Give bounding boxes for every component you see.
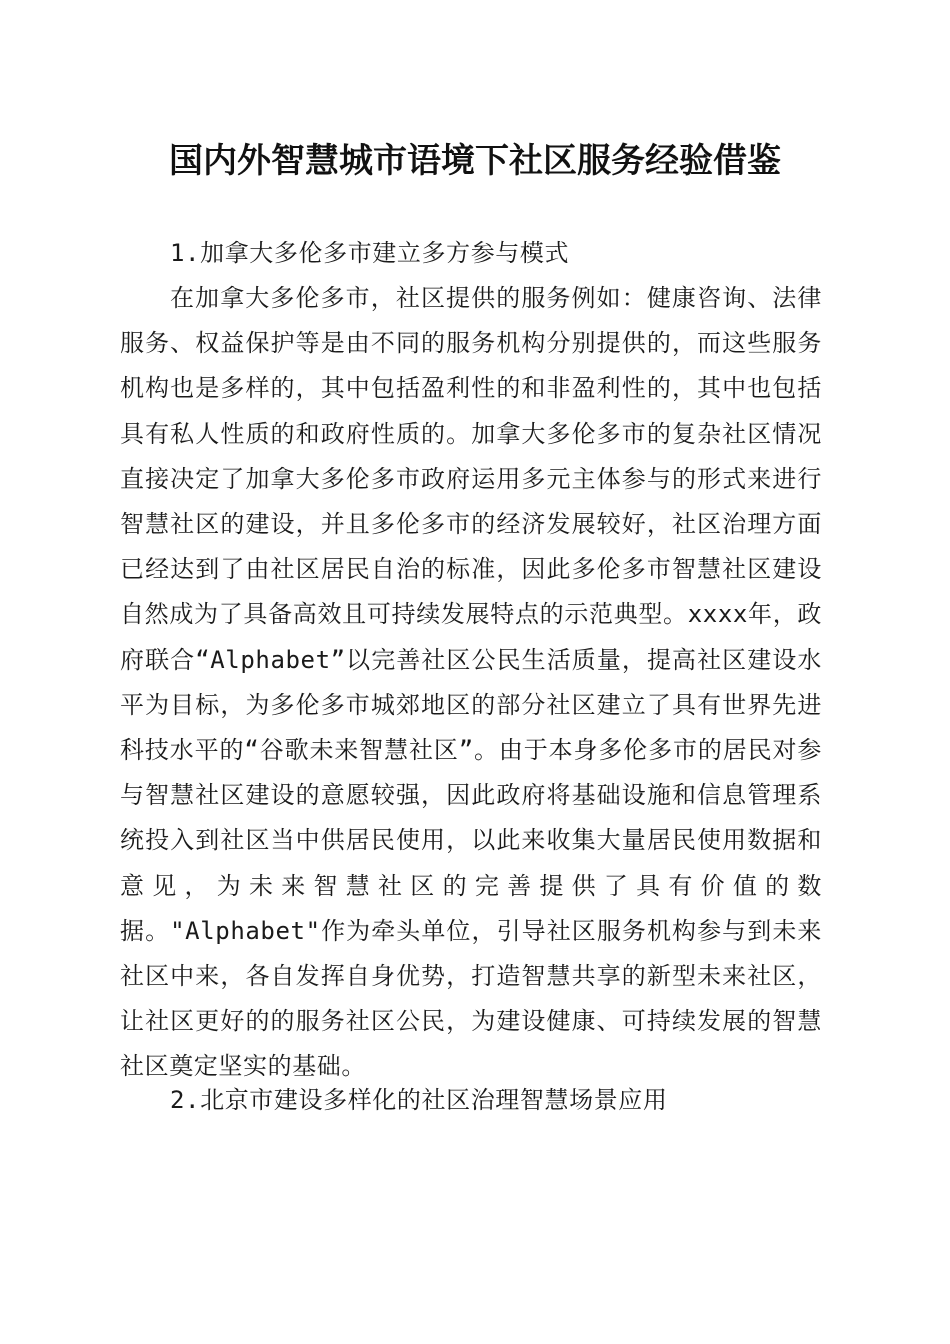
section-heading-toronto: 1.加拿大多伦多市建立多方参与模式: [170, 239, 570, 267]
document-title: 国内外智慧城市语境下社区服务经验借鉴: [169, 141, 781, 181]
section-heading-beijing: 2.北京市建设多样化的社区治理智慧场景应用: [170, 1086, 668, 1114]
section-paragraph-toronto: 在加拿大多伦多市，社区提供的服务例如：健康咨询、法律服务、权益保护等是由不同的服务机构分别提供的，而这些服务机构也是多样的，其中包括盈利性的和非盈利性的，其中也包括具有私人性质的和政府性质的。加拿大多伦多市的复杂社区情况直接决定了加拿大多伦多市政府运用多元主体参与的形式来进行智慧社区的建设，并且多伦多市的经济发展较好，社区治理方面已经达到了由社区居民自治的标准，因此多伦多市智慧社区建设自然成为了具备高效且可持续发展特点的示范典型。xxxx年，政府联合“Alphabet”以完善社区公民生活质量，提高社区建设水平为目标，为多伦多市城郊地区的部分社区建立了具有世界先进科技水平的“谷歌未来智慧社区”。由于本身多伦多市的居民对参与智慧社区建设的意愿较强，因此政府将基础设施和信息管理系统投入到社区当中供居民使用，以此来收集大量居民使用数据和意见，为未来智慧社区的完善提供了具有价值的数据。"Alphabet"作为牵头单位，引导社区服务机构参与到未来社区中来，各自发挥自身优势，打造智慧共享的新型未来社区，让社区更好的的服务社区公民，为建设健康、可持续发展的智慧社区奠定坚实的基础。: [120, 284, 822, 1081]
